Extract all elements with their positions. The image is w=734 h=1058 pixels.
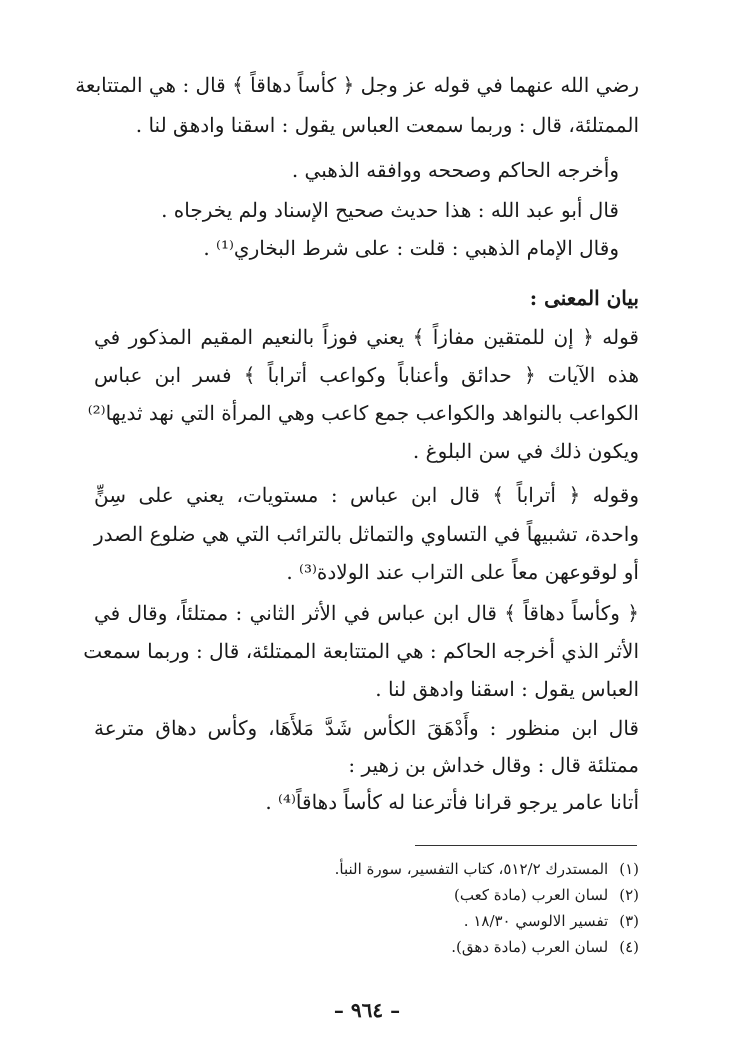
paragraph-4-line-1: ﴿ وكأساً دهاقاً ﴾ قال ابن عباس في الأثر الثاني : ممتلئاً، وقال في: [94, 601, 639, 625]
section-heading: بيان المعنى :: [529, 286, 639, 310]
paragraph-4-line-2: الأثر الذي أخرجه الحاكم : هي المتتابعة الممتلئة، قال : وربما سمعت: [83, 639, 639, 663]
footnote-text: لسان العرب (مادة كعب): [454, 886, 609, 904]
paragraph-1-line-1: رضي الله عنهما في قوله عز وجل ﴿ كأساً دهاقاً ﴾ قال : هي المتتابعة: [75, 73, 639, 97]
footnote-3: [464, 910, 639, 932]
footnote-text: المستدرك ٥١٢/٢، كتاب التفسير، سورة النبأ.: [334, 860, 609, 878]
paragraph-3-line-2: واحدة، تشبيهاً في التساوي والتماثل بالترائب التي هي ضلوع الصدر: [94, 522, 639, 546]
footnote-2: [454, 884, 639, 906]
footnote-number: (٤): [619, 938, 639, 956]
footnote-4: [451, 936, 639, 958]
paragraph-2-line-2: هذه الآيات ﴿ حدائق وأعناباً وكواعب أتراباً ﴾ فسر ابن عباس: [94, 363, 639, 387]
footnote-text: تفسير الالوسي ١٨/٣٠ .: [463, 912, 609, 930]
paragraph-2-line-3: الكواعب بالنواهد والكواعب جمع كاعب وهي المرأة التي نهد ثديها⁽²⁾: [87, 401, 639, 425]
footnote-1: [335, 858, 639, 880]
footnote-number: (٢): [619, 886, 639, 904]
footnote-text: لسان العرب (مادة دهق).: [451, 938, 609, 956]
poetry-verse: أتانا عامر يرجو قرانا فأترعنا له كأساً دهاقاً⁽⁴⁾ .: [265, 790, 639, 814]
page-number: – ٩٦٤ –: [333, 998, 401, 1022]
takhrij-line-2: قال أبو عبد الله : هذا حديث صحيح الإسناد ولم يخرجاه .: [161, 198, 619, 222]
paragraph-4-line-3: العباس يقول : اسقنا وادهق لنا .: [375, 677, 639, 701]
paragraph-1-line-2: الممتلئة، قال : وربما سمعت العباس يقول : اسقنا وادهق لنا .: [135, 113, 639, 137]
takhrij-line-3: وقال الإمام الذهبي : قلت : على شرط البخاري⁽¹⁾ .: [203, 236, 619, 260]
takhrij-line-1: وأخرجه الحاكم وصححه ووافقه الذهبي .: [291, 158, 619, 182]
footnote-number: (٣): [619, 912, 639, 930]
paragraph-2-line-1: قوله ﴿ إن للمتقين مفازاً ﴾ يعني فوزاً بالنعيم المقيم المذكور في: [94, 325, 639, 349]
footnote-number: (١): [619, 860, 639, 878]
paragraph-5-line-1: قال ابن منظور : وأَدْهَقَ الكأس شَدَّ مَلأَهَا، وكأس دهاق مترعة: [94, 716, 639, 740]
footnote-separator: [415, 845, 637, 846]
paragraph-3-line-3: أو لوقوعهن معاً على التراب عند الولادة⁽³⁾ .: [286, 560, 639, 584]
paragraph-2-line-4: ويكون ذلك في سن البلوغ .: [412, 439, 639, 463]
paragraph-3-line-1: وقوله ﴿ أتراباً ﴾ قال ابن عباس : مستويات، يعني على سِنٍّ: [94, 483, 639, 507]
paragraph-5-line-2: ممتلئة قال : وقال خداش بن زهير :: [348, 753, 639, 777]
